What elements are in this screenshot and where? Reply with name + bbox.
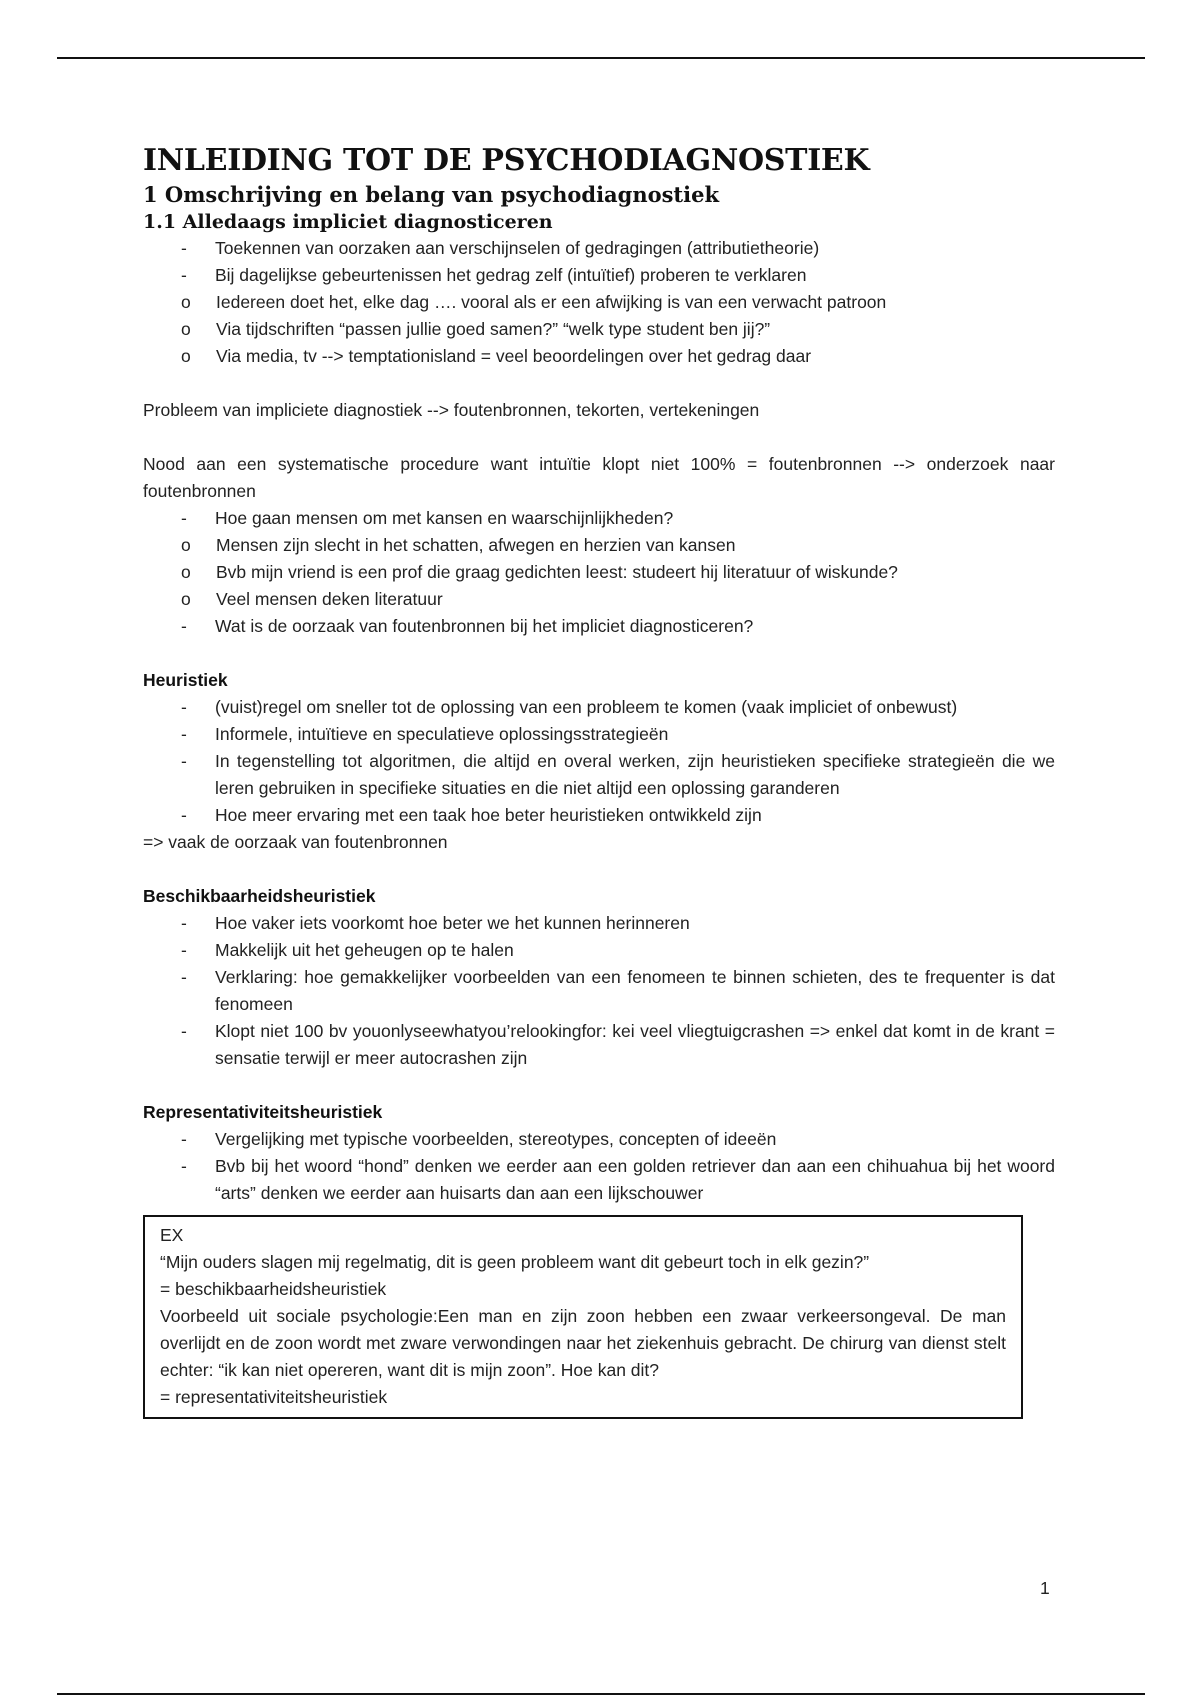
list-item: - In tegenstelling tot algoritmen, die altijd en overal werken, zijn heuristieken specifieke strategieën die we leren gebruiken in specifieke situaties en die niet altijd een oplossing garanderen xyxy=(143,748,1055,802)
heading-beschikbaarheid: Beschikbaarheidsheuristiek xyxy=(143,886,376,906)
sub-list-item: o Veel mensen deken literatuur xyxy=(143,586,1055,613)
list-item: - Makkelijk uit het geheugen op te halen xyxy=(143,937,1055,964)
list-item: - Vergelijking met typische voorbeelden, stereotypes, concepten of ideeën xyxy=(143,1126,1055,1153)
bullet-list-probabilities xyxy=(143,505,1055,640)
sub-list-item: o Via media, tv --> temptationisland = veel beoordelingen over het gedrag daar xyxy=(143,343,1055,370)
example-box xyxy=(143,1215,1023,1419)
paragraph-nood: Nood aan een systematische procedure want intuïtie klopt niet 100% = foutenbronnen --> onderzoek naar foutenbronnen xyxy=(143,454,1055,501)
bullet-list-representativiteit xyxy=(143,1126,1055,1207)
page-number: 1 xyxy=(1040,1578,1050,1598)
sub-list xyxy=(143,532,1055,613)
list-item: - Bvb bij het woord “hond” denken we eerder aan een golden retriever dan aan een chihuahua bij het woord “arts” denken we eerder aan huisarts dan aan een lijkschouwer xyxy=(143,1153,1055,1207)
footer-rule xyxy=(57,1693,1145,1695)
example-answer: = beschikbaarheidsheuristiek xyxy=(160,1279,387,1299)
list-item: - Hoe gaan mensen om met kansen en waarschijnlijkheden? o Mensen zijn slecht in het schatten, afwegen en herzien van kansen o Bvb mijn vriend is een prof die graag gedichten leest: studeert hij literatuur of wiskunde? o Veel mensen deken literatuur xyxy=(143,505,1055,613)
list-item: - Wat is de oorzaak van foutenbronnen bij het impliciet diagnosticeren? xyxy=(143,613,1055,640)
list-item: - Informele, intuïtieve en speculatieve oplossingsstrategieën xyxy=(143,721,1055,748)
list-item: - Klopt niet 100 bv youonlyseewhatyou’relookingfor: kei veel vliegtuigcrashen => enkel dat komt in de krant = sensatie terwijl er meer autocrashen zijn xyxy=(143,1018,1055,1072)
bullet-list-attribution xyxy=(143,235,1055,370)
sub-list-item: o Via tijdschriften “passen jullie goed samen?” “welk type student ben jij?” xyxy=(143,316,1055,343)
list-item: - (vuist)regel om sneller tot de oplossing van een probleem te komen (vaak impliciet of onbewust) xyxy=(143,694,1055,721)
bullet-list-heuristiek xyxy=(143,694,1055,829)
section-heading: 1 Omschrijving en belang van psychodiagnostiek xyxy=(143,182,720,207)
document-title: INLEIDING TOT DE PSYCHODIAGNOSTIEK xyxy=(143,143,870,178)
example-quote: “Mijn ouders slagen mij regelmatig, dit is geen probleem want dit gebeurt toch in elk gezin?” xyxy=(160,1252,870,1272)
example-story: Voorbeeld uit sociale psychologie:Een man en zijn zoon hebben een zwaar verkeersongeval. De man overlijdt en de zoon wordt met zware verwondingen naar het ziekenhuis gebracht. De chirurg van dienst stelt echter: “ik kan niet opereren, want dit is mijn zoon”. Hoe kan dit? xyxy=(160,1306,1006,1380)
subsection-heading: 1.1 Alledaags impliciet diagnosticeren xyxy=(143,211,553,233)
sub-list-item: o Bvb mijn vriend is een prof die graag gedichten leest: studeert hij literatuur of wiskunde? xyxy=(143,559,1055,586)
list-item: - Bij dagelijkse gebeurtenissen het gedrag zelf (intuïtief) proberen te verklaren o Iedereen doet het, elke dag …. vooral als er een afwijking is van een verwacht patroon o Via tijdschriften “passen jullie goed samen?” “welk type student ben jij?” o Via media, tv --> temptationisland = veel beoordelingen over het gedrag daar xyxy=(143,262,1055,370)
header-rule xyxy=(57,57,1145,59)
example-label: EX xyxy=(160,1225,184,1245)
example-answer: = representativiteitsheuristiek xyxy=(160,1387,388,1407)
heading-representativiteit: Representativiteitsheuristiek xyxy=(143,1102,383,1122)
sub-list xyxy=(143,289,1055,370)
bullet-list-beschikbaarheid xyxy=(143,910,1055,1072)
heading-heuristiek: Heuristiek xyxy=(143,670,228,690)
list-item: - Verklaring: hoe gemakkelijker voorbeelden van een fenomeen te binnen schieten, des te frequenter is dat fenomeen xyxy=(143,964,1055,1018)
paragraph-problem: Probleem van impliciete diagnostiek --> foutenbronnen, tekorten, vertekeningen xyxy=(143,400,760,420)
list-item: - Toekennen van oorzaken aan verschijnselen of gedragingen (attributietheorie) xyxy=(143,235,1055,262)
sub-list-item: o Mensen zijn slecht in het schatten, afwegen en herzien van kansen xyxy=(143,532,1055,559)
sub-list-item: o Iedereen doet het, elke dag …. vooral als er een afwijking is van een verwacht patroon xyxy=(143,289,1055,316)
document-page xyxy=(143,142,1055,1419)
list-item: - Hoe meer ervaring met een taak hoe beter heuristieken ontwikkeld zijn xyxy=(143,802,1055,829)
list-item: - Hoe vaker iets voorkomt hoe beter we het kunnen herinneren xyxy=(143,910,1055,937)
heuristiek-conclusion: => vaak de oorzaak van foutenbronnen xyxy=(143,832,448,852)
